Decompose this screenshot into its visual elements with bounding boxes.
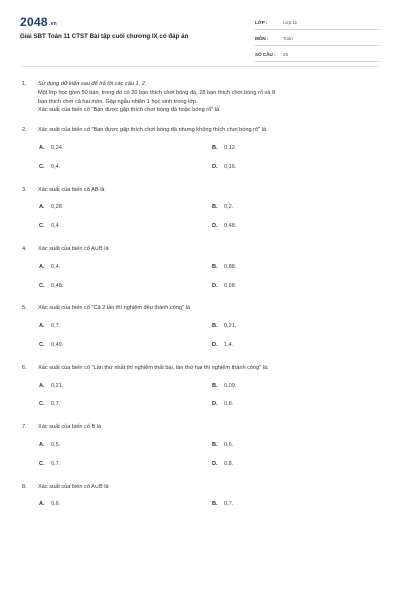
option-letter: B.: [212, 263, 218, 270]
option-value: 0,88.: [224, 263, 237, 270]
document-title: Giải SBT Toán 11 CTST Bài tập cuối chương IX có đáp án: [20, 33, 189, 40]
question-3: [22, 186, 380, 231]
intro-line: Một lớp học gồm 50 bạn, trong đó có 20 bạn thích chơi bóng đá, 28 bạn thích chơi bóng rổ và 8: [38, 89, 276, 96]
option-value: 0,28.: [51, 204, 64, 211]
option-letter: A.: [39, 382, 45, 389]
logo-text: 2048: [20, 15, 48, 29]
meta-row-count: [255, 48, 380, 62]
question-7: [22, 423, 380, 468]
option-value: 0,7.: [51, 460, 61, 467]
option-c[interactable]: [39, 282, 212, 291]
question-text: Xác suất của biến cố A∪B là: [38, 483, 109, 490]
option-c[interactable]: [39, 341, 212, 350]
meta-value: 25: [283, 52, 289, 57]
answer-options: [39, 203, 380, 231]
option-a[interactable]: [39, 263, 212, 272]
meta-row-subject: [255, 32, 380, 46]
question-text: Xác suất của biến cố "Bạn được gặp thích chơi bóng đá nhưng không thích chơi bóng rổ" là.: [38, 127, 268, 134]
option-letter: D.: [212, 282, 218, 289]
meta-value: Lớp 11: [283, 20, 298, 25]
option-b[interactable]: [212, 382, 362, 391]
option-value: 0,16.: [224, 163, 237, 170]
option-letter: C.: [39, 223, 45, 230]
answer-options: [39, 441, 380, 469]
option-value: 0,7.: [224, 501, 234, 508]
option-value: 1,4.: [224, 341, 234, 348]
logo-domain: .vn: [48, 21, 58, 27]
option-c[interactable]: [39, 222, 212, 231]
question-text: Xác suất của biến cố A∪B là: [38, 245, 109, 252]
answer-options: [39, 263, 380, 291]
option-b[interactable]: [212, 500, 362, 509]
option-a[interactable]: [39, 322, 212, 331]
option-d[interactable]: [212, 400, 362, 409]
option-letter: B.: [212, 204, 218, 211]
option-value: 0,8.: [224, 460, 234, 467]
option-letter: A.: [39, 501, 45, 508]
option-d[interactable]: [212, 163, 362, 172]
question-number: 6.: [22, 364, 27, 371]
option-value: 0,4.: [51, 223, 61, 230]
option-d[interactable]: [212, 222, 362, 231]
meta-row-class: [255, 16, 380, 30]
question-number: 4.: [22, 245, 27, 252]
option-value: 0,48.: [224, 223, 237, 230]
option-value: 0,6.: [224, 441, 234, 448]
option-letter: B.: [212, 382, 218, 389]
header-divider: [20, 66, 380, 67]
option-letter: B.: [212, 323, 218, 330]
option-value: 0,2.: [224, 204, 234, 211]
option-value: 0,49.: [51, 341, 64, 348]
answer-options: [39, 500, 380, 509]
option-letter: A.: [39, 441, 45, 448]
option-a[interactable]: [39, 144, 212, 153]
question-text: Xác suất của biến cố AB là: [38, 186, 105, 193]
option-value: 0,24.: [51, 144, 64, 151]
question-4: [22, 245, 380, 290]
option-b[interactable]: [212, 322, 362, 331]
option-letter: A.: [39, 204, 45, 211]
option-letter: D.: [212, 341, 218, 348]
answer-options: [39, 144, 380, 172]
site-logo[interactable]: [20, 15, 57, 29]
option-value: 0,7.: [51, 323, 61, 330]
option-b[interactable]: [212, 263, 362, 272]
document-header: [0, 0, 400, 62]
option-letter: D.: [212, 401, 218, 408]
intro-line: bạn thích chơi cả hai môn. Gặp ngẫu nhiên 1 học sinh trong lớp.: [38, 98, 198, 105]
option-letter: B.: [212, 144, 218, 151]
option-value: 0,09.: [224, 382, 237, 389]
option-d[interactable]: [212, 341, 362, 350]
option-value: 0,8.: [224, 401, 234, 408]
option-c[interactable]: [39, 460, 212, 469]
option-letter: C.: [39, 282, 45, 289]
question-text: Xác suất của biến cố "Lần thứ nhất thí nghiệm thất bại, lần thứ hai thí nghiệm thành công" là:: [38, 364, 269, 371]
option-value: 0,4.: [51, 163, 61, 170]
option-letter: B.: [212, 441, 218, 448]
option-letter: C.: [39, 460, 45, 467]
option-a[interactable]: [39, 382, 212, 391]
option-d[interactable]: [212, 460, 362, 469]
option-c[interactable]: [39, 400, 212, 409]
answer-options: [39, 382, 380, 410]
question-text: Xác suất của biến cố B là: [38, 424, 102, 431]
question-number: 2.: [22, 127, 27, 134]
option-letter: D.: [212, 163, 218, 170]
meta-label: LỚP :: [255, 20, 268, 25]
option-value: 0,6.: [51, 501, 61, 508]
question-number: 7.: [22, 424, 27, 431]
option-d[interactable]: [212, 282, 362, 291]
option-a[interactable]: [39, 441, 212, 450]
option-letter: D.: [212, 223, 218, 230]
option-value: 0,68.: [224, 282, 237, 289]
option-value: 0,21.: [224, 323, 237, 330]
question-1: [22, 80, 380, 115]
option-value: 0,7.: [51, 401, 61, 408]
meta-info: [255, 16, 380, 64]
question-list: [22, 80, 380, 509]
option-letter: B.: [212, 501, 218, 508]
question-number: 8.: [22, 483, 27, 490]
option-letter: D.: [212, 460, 218, 467]
intro-lead: Sử dụng dữ kiện sau để trả lời các câu 1, 2.: [38, 81, 147, 87]
option-value: 0,5.: [51, 441, 61, 448]
option-b[interactable]: [212, 441, 362, 450]
option-value: 0,48.: [51, 282, 64, 289]
option-a[interactable]: [39, 500, 212, 509]
question-text: Xác suất của biến cố "Cả 2 lần thí nghiệm đều thành công" là: [38, 305, 190, 312]
question-number: 3.: [22, 186, 27, 193]
meta-label: MÔN :: [255, 36, 269, 41]
option-c[interactable]: [39, 163, 212, 172]
question-5: [22, 304, 380, 349]
option-letter: C.: [39, 163, 45, 170]
option-letter: A.: [39, 263, 45, 270]
option-b[interactable]: [212, 144, 362, 153]
option-letter: C.: [39, 401, 45, 408]
question-6: [22, 364, 380, 409]
option-value: 0,4.: [51, 263, 61, 270]
intro-line: Xác suất của biến cố "Bạn được gặp thích chơi bóng đá hoặc bóng rổ" là: [38, 107, 220, 114]
question-2: [22, 126, 380, 171]
meta-value: Toán: [283, 36, 293, 41]
question-8: [22, 483, 380, 510]
option-value: 0,21.: [51, 382, 64, 389]
option-b[interactable]: [212, 203, 362, 212]
option-value: 0,12.: [224, 144, 237, 151]
question-number: 1.: [22, 81, 27, 87]
question-text: [38, 80, 380, 115]
option-a[interactable]: [39, 203, 212, 212]
option-letter: A.: [39, 144, 45, 151]
option-letter: A.: [39, 323, 45, 330]
question-number: 5.: [22, 305, 27, 312]
answer-options: [39, 322, 380, 350]
meta-label: SỐ CÂU :: [255, 52, 276, 57]
option-letter: C.: [39, 341, 45, 348]
